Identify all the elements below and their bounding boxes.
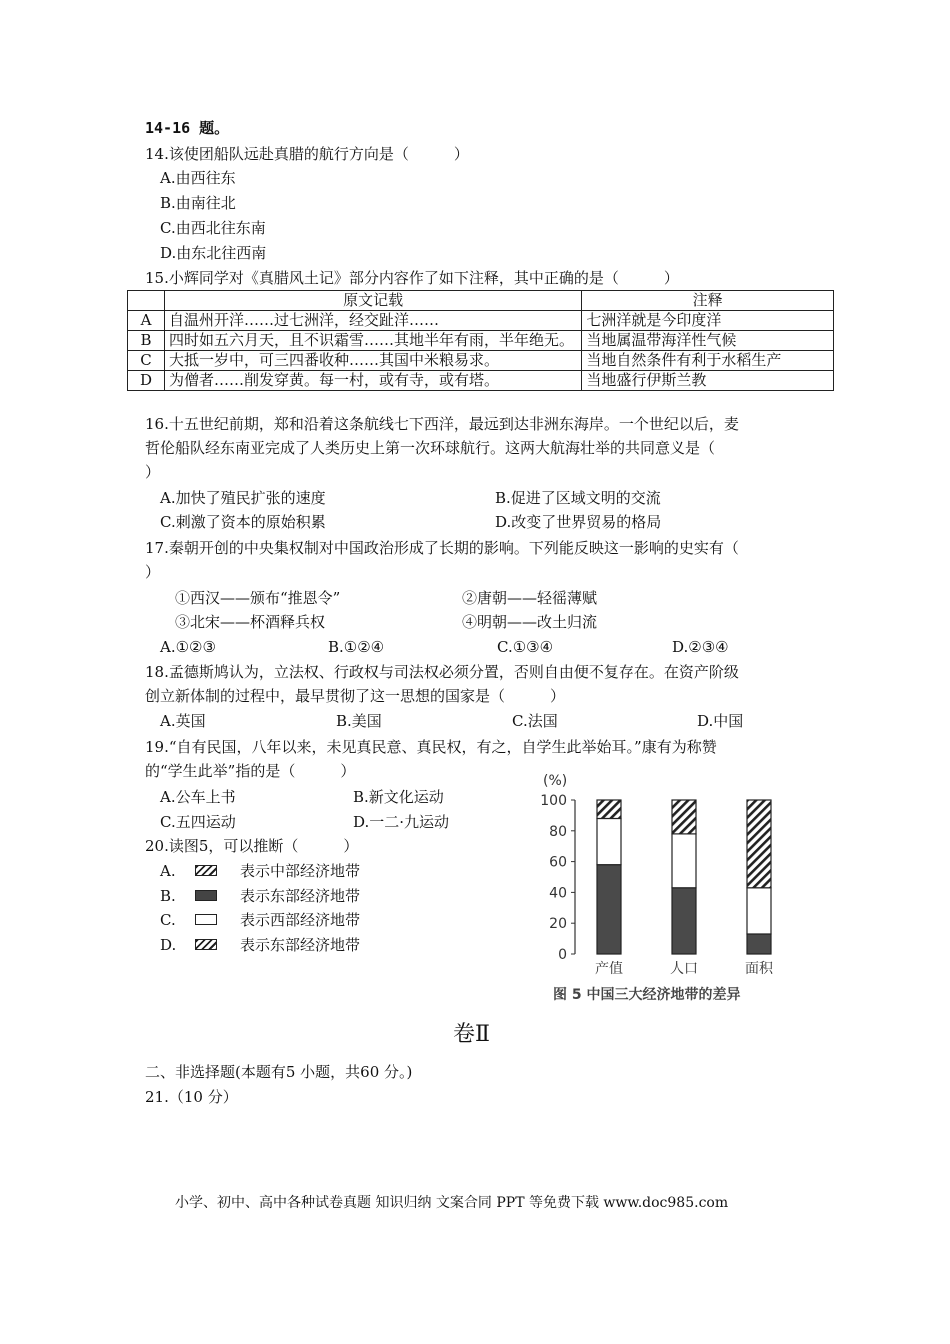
row-note: 七洲洋就是今印度洋 — [582, 311, 834, 331]
bar-segment-solid — [747, 934, 771, 954]
q15-table-header — [128, 291, 834, 311]
chart-caption: 图 5 中国三大经济地带的差异 — [553, 987, 741, 1003]
bar-segment-hatch — [597, 800, 621, 818]
q17-option-a: A.①②③ — [160, 638, 216, 656]
q20-option-a-label: A. — [160, 862, 176, 880]
y-tick-label: 40 — [549, 885, 567, 902]
y-tick-label: 20 — [549, 916, 567, 933]
bar-segment-solid — [597, 865, 621, 954]
section-title: 卷Ⅱ — [453, 1022, 490, 1047]
stacked-bar-chart — [535, 765, 825, 1010]
bar-segment-hatch — [747, 800, 771, 888]
y-axis-label: (%) — [543, 773, 568, 789]
q17-item-2: ②唐朝——轻徭薄赋 — [462, 589, 598, 607]
q17-option-b: B.①②④ — [328, 638, 385, 656]
row-label: B — [128, 331, 165, 351]
q19-option-c: C.五四运动 — [160, 813, 236, 831]
q14-option-d: D.由东北往西南 — [160, 244, 267, 262]
q14-stem: 14.该使团船队远赴真腊的航行方向是（ ） — [145, 145, 469, 163]
q20-option-b-text: 表示东部经济地带 — [240, 887, 361, 905]
row-note: 当地属温带海洋性气候 — [582, 331, 834, 351]
q20-stem: 20.读图5，可以推断（ ） — [145, 837, 359, 855]
y-tick-label: 80 — [549, 823, 567, 840]
row-text: 四时如五六月天，且不识霜雪……其地半年有雨，半年绝无。 — [164, 331, 581, 351]
y-tick-label: 0 — [558, 947, 567, 963]
hatched-swatch-icon — [195, 939, 217, 950]
row-label: C — [128, 351, 165, 371]
row-label: D — [128, 371, 165, 391]
row-note: 当地自然条件有利于水稻生产 — [582, 351, 834, 371]
q16-option-a: A.加快了殖民扩张的速度 — [160, 489, 326, 507]
x-category-label: 产值 — [595, 961, 623, 977]
table-row — [128, 311, 834, 331]
q16-stem-line2: 哲伦船队经东南亚完成了人类历史上第一次环球航行。这两大航海壮举的共同意义是（ — [145, 439, 716, 457]
q15-stem: 15.小辉同学对《真腊风土记》部分内容作了如下注释，其中正确的是（ ） — [145, 269, 679, 287]
q20-option-c-label: C. — [160, 911, 176, 929]
q17-option-d: D.②③④ — [672, 638, 729, 656]
table-row — [128, 331, 834, 351]
x-category-label: 面积 — [745, 961, 773, 977]
q15-header-text: 原文记载 — [164, 291, 581, 311]
q17-stem-line1: 17.秦朝开创的中央集权制对中国政治形成了长期的影响。下列能反映这一影响的史实有（ — [145, 539, 739, 557]
section-instructions: 二、非选择题(本题有5 小题，共60 分。) — [145, 1063, 413, 1081]
blank-swatch-icon — [195, 914, 217, 925]
x-category-label: 人口 — [670, 961, 698, 977]
q18-option-d: D.中国 — [697, 712, 744, 730]
table-row — [128, 371, 834, 391]
y-tick-label: 100 — [540, 793, 567, 809]
q16-stem-line3: ） — [145, 463, 161, 481]
row-note: 当地盛行伊斯兰教 — [582, 371, 834, 391]
section-intro: 14-16 题。 — [145, 119, 230, 137]
solid-swatch-icon — [195, 890, 217, 901]
q18-stem-line1: 18.孟德斯鸠认为，立法权、行政权与司法权必须分置，否则自由便不复存在。在资产阶级 — [145, 663, 739, 681]
bar-segment-hatch — [672, 800, 696, 834]
q16-stem-line1: 16.十五世纪前期，郑和沿着这条航线七下西洋，最远到达非洲东海岸。一个世纪以后，麦 — [145, 415, 739, 433]
q14-option-a: A.由西往东 — [160, 169, 236, 187]
q15-header-label — [128, 291, 165, 311]
q20-option-b-label: B. — [160, 887, 176, 905]
y-tick-label: 60 — [549, 854, 567, 871]
q19-option-d: D.一二·九运动 — [353, 813, 450, 831]
row-label: A — [128, 311, 165, 331]
q18-option-b: B.美国 — [336, 712, 382, 730]
q17-option-c: C.①③④ — [497, 638, 554, 656]
q20-option-d-text: 表示东部经济地带 — [240, 936, 361, 954]
q18-option-a: A.英国 — [160, 712, 206, 730]
q14-option-b: B.由南往北 — [160, 194, 236, 212]
q17-item-4: ④明朝——改土归流 — [462, 613, 598, 631]
q18-stem-line2: 创立新体制的过程中，最早贯彻了这一思想的国家是（ ） — [145, 687, 566, 705]
bar-segment-solid — [672, 888, 696, 954]
bar-segment-blank — [747, 888, 771, 934]
question-21-header: 21.（10 分） — [145, 1088, 238, 1106]
q20-option-a-text: 表示中部经济地带 — [240, 862, 361, 880]
q16-option-c: C.刺激了资本的原始积累 — [160, 513, 326, 531]
q15-table — [127, 290, 834, 391]
q20-option-c-text: 表示西部经济地带 — [240, 911, 361, 929]
q16-option-d: D.改变了世界贸易的格局 — [495, 513, 662, 531]
bar-segment-blank — [672, 834, 696, 888]
q20-option-d-label: D. — [160, 936, 177, 954]
page-footer: 小学、初中、高中各种试卷真题 知识归纳 文案合同 PPT 等免费下载 www.doc985.com — [175, 1195, 729, 1211]
q19-option-b: B.新文化运动 — [353, 788, 444, 806]
q15-header-note: 注释 — [582, 291, 834, 311]
row-text: 自温州开洋……过七洲洋，经交趾洋…… — [164, 311, 581, 331]
row-text: 为僧者……削发穿黄。每一村，或有寺，或有塔。 — [164, 371, 581, 391]
q19-option-a: A.公车上书 — [160, 788, 236, 806]
hatched-swatch-icon — [195, 865, 217, 876]
bar-segment-blank — [597, 818, 621, 864]
q17-item-3: ③北宋——杯酒释兵权 — [175, 613, 326, 631]
q17-item-1: ①西汉——颁布“推恩令” — [175, 589, 341, 607]
table-row — [128, 351, 834, 371]
q19-stem-line2: 的“学生此举”指的是（ ） — [145, 762, 356, 780]
q19-stem-line1: 19.“自有民国，八年以来，未见真民意、真民权，有之，自学生此举始耳。”康有为称赞 — [145, 738, 717, 756]
q18-option-c: C.法国 — [512, 712, 558, 730]
q17-stem-line2: ） — [145, 563, 161, 581]
row-text: 大抵一岁中，可三四番收种……其国中米粮易求。 — [164, 351, 581, 371]
q16-option-b: B.促进了区域文明的交流 — [495, 489, 661, 507]
q14-option-c: C.由西北往东南 — [160, 219, 266, 237]
